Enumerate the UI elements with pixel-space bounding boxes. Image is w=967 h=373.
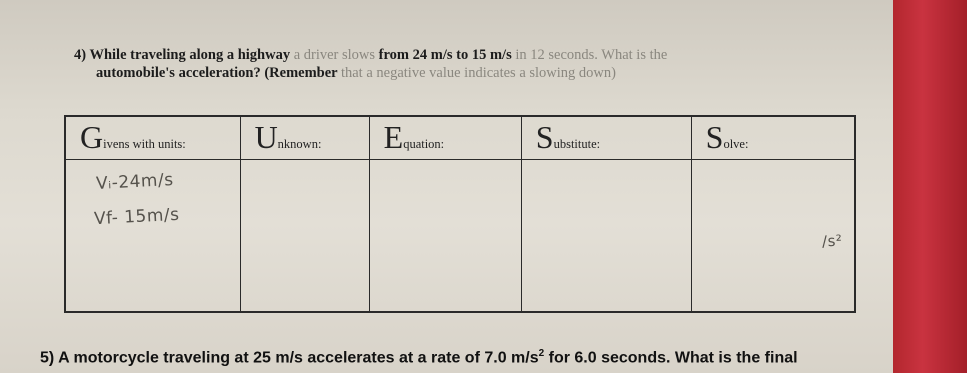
question-5-superscript: 2 bbox=[538, 348, 545, 359]
question-4-faint-b: in 12 seconds. What is the bbox=[515, 47, 668, 63]
header-givens: Givens with units: bbox=[65, 116, 240, 160]
question-4-faint-a: a driver slows bbox=[293, 47, 376, 63]
handwritten-final-velocity: Vf- 15m/s bbox=[93, 204, 180, 230]
unknown-cell[interactable] bbox=[240, 160, 369, 313]
question-4-text-b: from 24 m/s to 15 m/s bbox=[378, 47, 512, 63]
substitute-cell[interactable] bbox=[521, 160, 691, 313]
red-background-edge bbox=[893, 0, 967, 373]
question-4-text-a: While traveling along a highway bbox=[89, 47, 291, 63]
question-5-text-b: for 6.0 seconds. What is the final bbox=[544, 349, 798, 367]
question-5 bbox=[40, 348, 900, 367]
handwritten-initial-velocity: Vᵢ-24m/s bbox=[95, 169, 175, 195]
header-solve: Solve: bbox=[691, 116, 855, 160]
guess-table bbox=[64, 115, 856, 313]
header-equation: Equation: bbox=[369, 116, 521, 160]
table-answer-row bbox=[65, 160, 855, 313]
question-5-text-a: 5) A motorcycle traveling at 25 m/s accelerates at a rate of 7.0 m/s bbox=[40, 349, 539, 367]
question-4-faint-c: that a negative value indicates a slowing down) bbox=[340, 65, 616, 81]
question-4-number: 4) bbox=[74, 47, 87, 63]
question-4-line-2 bbox=[74, 64, 834, 82]
header-substitute: Substitute: bbox=[521, 116, 691, 160]
equation-cell[interactable] bbox=[369, 160, 521, 313]
handwritten-solve-answer: /s² bbox=[821, 231, 843, 251]
table-header-row bbox=[65, 116, 855, 160]
header-unknown: Unknown: bbox=[240, 116, 369, 160]
question-4 bbox=[74, 46, 834, 82]
question-4-text-c: automobile's acceleration? (Remember bbox=[96, 65, 338, 81]
